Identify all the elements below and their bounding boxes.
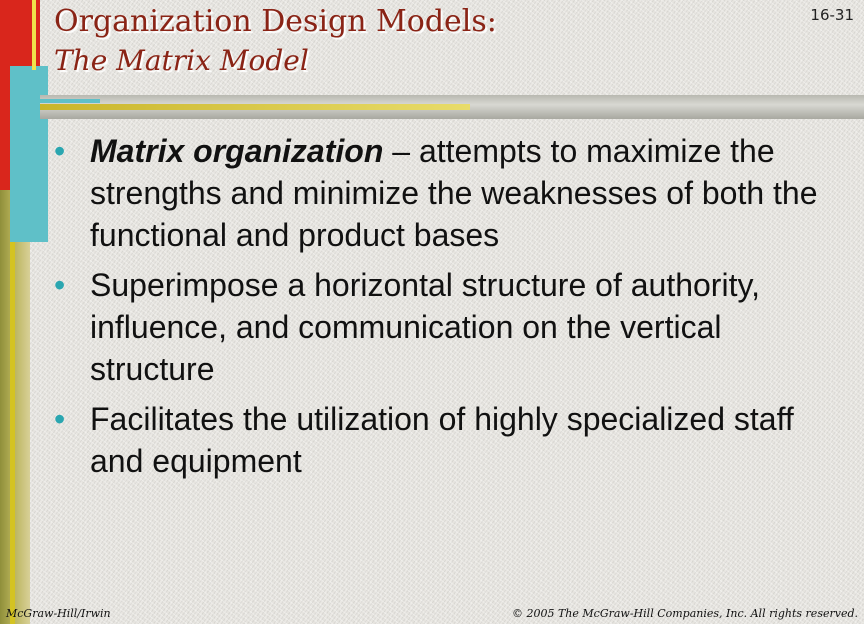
slide-number: 16-31	[810, 6, 854, 24]
bullet-text: Superimpose a horizontal structure of authority, influence, and communication on the vertical structure	[90, 267, 760, 387]
bullet-dot-icon: •	[54, 267, 66, 303]
slide-title-line2: The Matrix Model	[54, 44, 309, 77]
bullet-list	[50, 130, 840, 490]
decorative-stripe-teal	[10, 66, 48, 242]
bullet-item	[50, 398, 840, 482]
bullet-dot-icon: •	[54, 133, 66, 169]
title-underline-teal	[40, 99, 100, 103]
footer-publisher: McGraw-Hill/Irwin	[6, 607, 111, 620]
bullet-text: – attempts to maximize the strengths and minimize the weaknesses of both the functional and product bases	[90, 133, 818, 253]
decorative-stripe-yellow	[32, 0, 36, 70]
bullet-dot-icon: •	[54, 401, 66, 437]
footer-copyright: © 2005 The McGraw-Hill Companies, Inc. All rights reserved.	[511, 607, 858, 620]
bullet-item	[50, 130, 840, 256]
title-underline-gold	[40, 104, 470, 110]
decorative-stripe-gold	[10, 240, 15, 624]
bullet-term: Matrix organization	[90, 133, 384, 169]
slide-title	[54, 2, 497, 80]
bullet-text: Facilitates the utilization of highly specialized staff and equipment	[90, 401, 794, 479]
decorative-stripe-olive	[0, 190, 30, 624]
slide-title-line1: Organization Design Models:	[54, 4, 497, 39]
bullet-item	[50, 264, 840, 390]
